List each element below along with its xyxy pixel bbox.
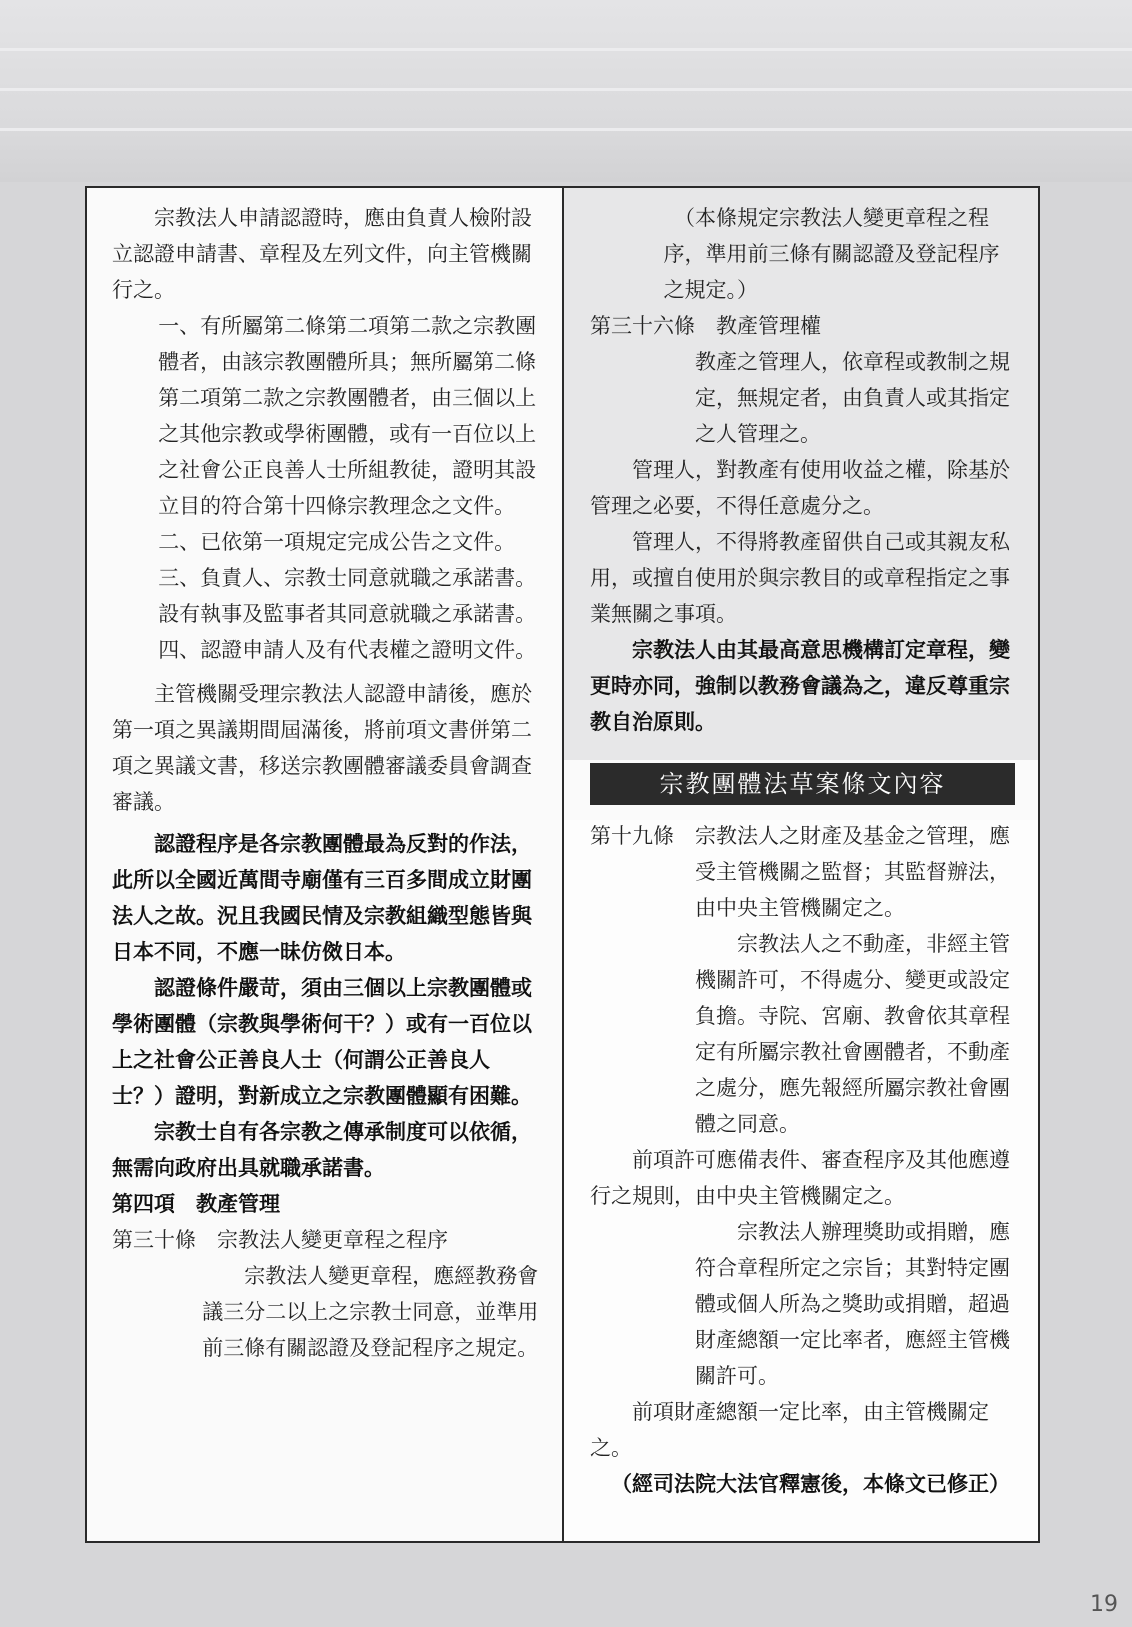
section-title: 第四項 教產管理 — [112, 1192, 280, 1216]
page-number: 19 — [1090, 1592, 1118, 1617]
left-intro: 宗教法人申請認證時，應由負責人檢附設立認證申請書、章程及左列文件，向主管機關行之。 — [112, 206, 532, 302]
article-19-first: 宗教法人之財產及基金之管理，應受主管機關之監督；其監督辦法，由中央主管機關定之。 — [695, 824, 1010, 920]
left-paragraph-2: 主管機關受理宗教法人認證申請後，應於第一項之異議期間屆滿後，將前項文書併第二項之異議文書，移送宗教團體審議委員會調查審議。 — [112, 682, 532, 814]
top-band — [0, 0, 1132, 182]
right-paragraph-1: 管理人，對教產有使用收益之權，除基於管理之必要，不得任意處分之。 — [590, 458, 1010, 518]
article-19-p3: 前項許可應備表件、審查程序及其他應遵行之規則，由中央主管機關定之。 — [590, 1148, 1010, 1208]
article-19-p5: 前項財產總額一定比率，由主管機關定之。 — [590, 1400, 989, 1460]
article-30-body: 宗教法人變更章程，應經教務會議三分二以上之宗教士同意，並準用前三條有關認證及登記程序之規定。 — [202, 1264, 539, 1360]
right-lower-column — [590, 818, 1020, 1502]
item-number: 四、 — [158, 638, 201, 662]
article-19 — [590, 818, 1020, 926]
left-comment-1: 認證程序是各宗教團體最為反對的作法，此所以全國近萬間寺廟僅有三百多間成立財團法人之故。況且我國民情及宗教組織型態皆與日本不同，不應一昧仿傚日本。 — [112, 832, 532, 964]
item-text: 已依第一項規定完成公告之文件。 — [200, 530, 516, 554]
left-column — [112, 200, 542, 1366]
section-banner: 宗教團體法草案條文內容 — [590, 763, 1015, 805]
article-19-p4: 宗教法人辦理獎助或捐贈，應符合章程所定之宗旨；其對特定團體或個人所為之獎助或捐贈，超過財產總額一定比率者，應經主管機關許可。 — [695, 1220, 1010, 1388]
right-note: （本條規定宗教法人變更章程之程序，準用前三條有關認證及登記程序之規定。） — [663, 206, 1000, 302]
left-comment-3: 宗教士自有各宗教之傳承制度可以依循，無需向政府出具就職承諾書。 — [112, 1120, 532, 1180]
left-comment-2: 認證條件嚴苛，須由三個以上宗教團體或學術團體（宗教與學術何干？）或有一百位以上之社會公正善良人士（何謂公正善良人士？）證明，對新成立之宗教團體顯有困難。 — [112, 976, 532, 1108]
article-36-title: 第三十六條 教產管理權 — [590, 314, 821, 338]
list-item — [112, 308, 542, 524]
top-stripe — [0, 48, 1132, 51]
right-column — [590, 200, 1020, 740]
item-text: 認證申請人及有代表權之證明文件。 — [200, 638, 537, 662]
list-item — [112, 524, 542, 560]
right-paragraph-2: 管理人，不得將教產留供自己或其親友私用，或擅自使用於與宗教目的或章程指定之事業無關之事項。 — [590, 530, 1010, 626]
article-19-p2: 宗教法人之不動產，非經主管機關許可，不得處分、變更或設定負擔。寺院、宮廟、教會依其章程定有所屬宗教社會團體者，不動產之處分，應先報經所屬宗教社會團體之同意。 — [695, 932, 1010, 1136]
article-36-body: 教產之管理人，依章程或教制之規定，無規定者，由負責人或其指定之人管理之。 — [695, 350, 1010, 446]
item-number: 三、 — [158, 566, 201, 590]
item-text: 負責人、宗教士同意就職之承諾書。設有執事及監事者其同意就職之承諾書。 — [158, 566, 537, 626]
right-comment: 宗教法人由其最高意思機構訂定章程，變更時亦同，強制以教務會議為之，違反尊重宗教自治原則。 — [590, 638, 1010, 734]
list-item — [112, 632, 542, 668]
article-30-title: 第三十條 宗教法人變更章程之程序 — [112, 1228, 448, 1252]
article-19-title: 第十九條 — [590, 824, 674, 848]
column-divider — [562, 186, 564, 1543]
closing-note: （經司法院大法官釋憲後，本條文已修正） — [611, 1472, 1010, 1496]
item-text: 有所屬第二條第二項第二款之宗教團體者，由該宗教團體所具；無所屬第二條第二項第二款之宗教團體者，由三個以上之其他宗教或學術團體，或有一百位以上之社會公正良善人士所組教徒，證明其設立目的符合第十四條宗教理念之文件。 — [158, 314, 537, 518]
top-stripe — [0, 128, 1132, 131]
item-number: 二、 — [158, 530, 201, 554]
item-number: 一、 — [158, 314, 201, 338]
list-item — [112, 560, 542, 632]
top-stripe — [0, 88, 1132, 91]
